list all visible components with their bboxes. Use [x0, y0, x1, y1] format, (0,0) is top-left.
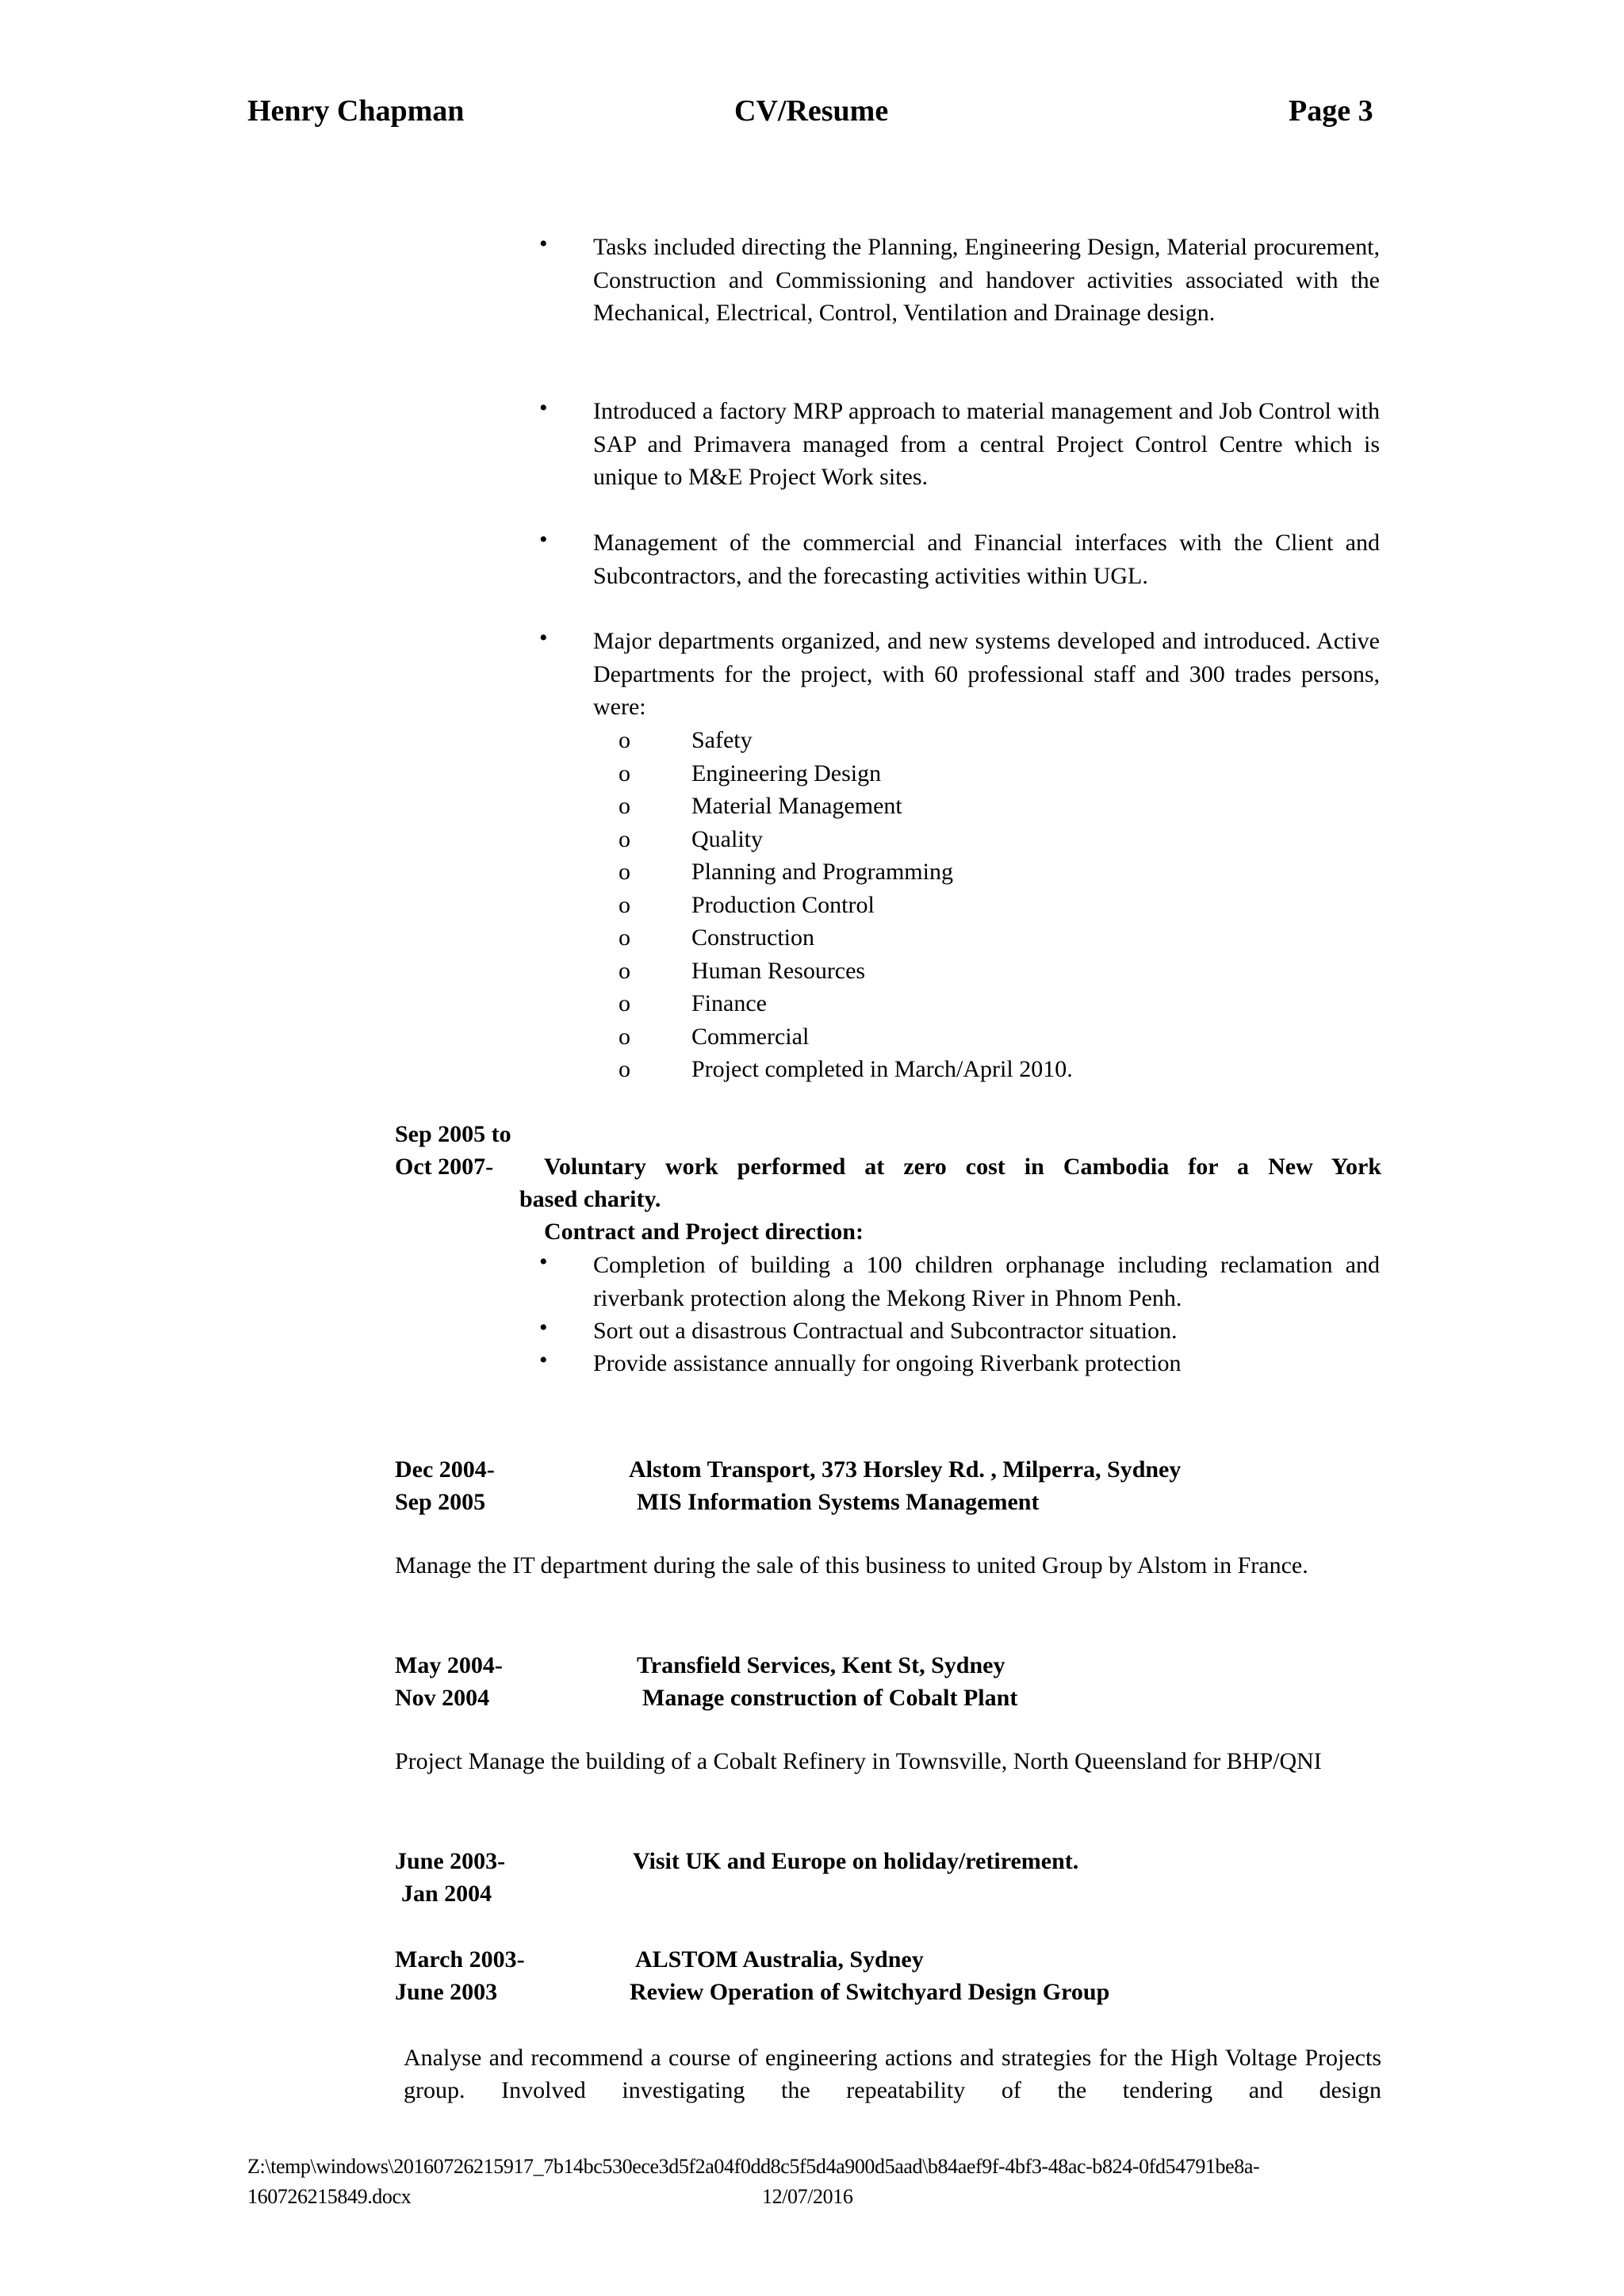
list-marker: o [619, 990, 630, 1016]
list-marker: o [619, 1023, 630, 1050]
list-item-label: Finance [691, 990, 767, 1016]
footer-file-name: 160726215849.docx [247, 2185, 412, 2208]
voluntary-title: Voluntary work performed at zero cost in Cambodia for a New York [544, 1154, 1381, 1180]
list-marker: o [619, 1056, 630, 1082]
bullet-icon: • [539, 1347, 548, 1373]
bullet-item [523, 1347, 1380, 1380]
list-item-label: Construction [691, 924, 814, 951]
bullet-text: Provide assistance annually for ongoing Riverbank protection [593, 1350, 1182, 1376]
bullet-text: Tasks included directing the Planning, Engineering Design, Material procurement, Construction and Commissioning and handover activities associated with the Mechanical, Electrical, Control, Ventilation and Drainage design. [593, 234, 1380, 326]
bullet-icon: • [539, 1314, 548, 1341]
bullet-text: Completion of building a 100 children orphanage including reclamation and riverbank protection along the Mekong River in Phnom Penh. [593, 1252, 1380, 1311]
job-company: Visit UK and Europe on holiday/retirement. [633, 1848, 1079, 1874]
job-company: ALSTOM Australia, Sydney [635, 1946, 924, 1973]
list-marker: o [619, 859, 630, 885]
list-item-label: Project completed in March/April 2010. [691, 1056, 1073, 1082]
bullet-item [523, 1249, 1380, 1314]
bullet-icon: • [539, 1249, 548, 1275]
job-role: Review Operation of Switchyard Design Group [630, 1979, 1110, 2005]
bullet-item [523, 526, 1380, 592]
voluntary-title-cont: based charity. [519, 1186, 661, 1212]
job-description: Project Manage the building of a Cobalt Refinery in Townsville, North Queensland for BHP/QNI [395, 1748, 1322, 1774]
bullet-item [523, 395, 1380, 494]
voluntary-date-end: Oct 2007- [395, 1154, 494, 1180]
job-date-start: June 2003- [395, 1848, 506, 1874]
bullet-text: Major departments organized, and new systems developed and introduced. Active Departments for the project, with 60 professional staff and 300 trades persons, were: [593, 628, 1380, 720]
list-item-label: Human Resources [691, 957, 866, 984]
job-description: Analyse and recommend a course of engineering actions and strategies for the High Voltage Projects group. Involved investigating the repeatability of the tendering and design [404, 2045, 1381, 2103]
job-company: Alstom Transport, 373 Horsley Rd. , Milperra, Sydney [629, 1456, 1182, 1483]
bullet-icon: • [539, 395, 548, 421]
job-role: Manage construction of Cobalt Plant [642, 1685, 1018, 1711]
list-marker: o [619, 825, 630, 852]
header-page-label: Page 3 [1289, 94, 1373, 128]
bullet-item [523, 625, 1380, 724]
job-date-end: Nov 2004 [395, 1685, 490, 1711]
header-name: Henry Chapman [247, 94, 465, 128]
list-item-label: Commercial [691, 1023, 810, 1050]
list-marker: o [619, 727, 630, 753]
bullet-icon: • [539, 526, 548, 553]
job-date-start: March 2003- [395, 1946, 525, 1973]
list-marker: o [619, 924, 630, 951]
bullet-text: Sort out a disastrous Contractual and Subcontractor situation. [593, 1318, 1178, 1344]
job-date-start: Dec 2004- [395, 1456, 495, 1483]
footer-date: 12/07/2016 [762, 2185, 853, 2208]
list-marker: o [619, 891, 630, 918]
list-marker: o [619, 793, 630, 819]
list-marker: o [619, 957, 630, 984]
bullet-icon: • [539, 625, 548, 651]
list-item-label: Engineering Design [691, 760, 882, 786]
job-date-end: Jan 2004 [401, 1881, 492, 1907]
list-item-label: Safety [691, 727, 753, 753]
job-role: MIS Information Systems Management [637, 1489, 1040, 1515]
bullet-icon: • [539, 231, 548, 257]
list-item-label: Quality [691, 825, 763, 852]
voluntary-subtitle: Contract and Project direction: [544, 1219, 864, 1245]
job-company: Transfield Services, Kent St, Sydney [637, 1652, 1005, 1678]
list-item-label: Planning and Programming [691, 859, 953, 885]
bullet-text: Management of the commercial and Financial interfaces with the Client and Subcontractors, and the forecasting activities within UGL. [593, 530, 1380, 589]
header-doc-title: CV/Resume [734, 94, 889, 128]
list-item-label: Production Control [691, 891, 875, 918]
list-item-label: Material Management [691, 793, 902, 819]
job-date-end: June 2003 [395, 1979, 498, 2005]
list-marker: o [619, 760, 630, 786]
job-date-end: Sep 2005 [395, 1489, 486, 1515]
job-date-start: May 2004- [395, 1652, 503, 1678]
footer-file-path: Z:\temp\windows\20160726215917_7b14bc530ece3d5f2a04f0dd8c5f5d4a900d5aad\b84aef9f-4bf3-48ac-b824-0fd54791be8a- [247, 2155, 1260, 2178]
bullet-text: Introduced a factory MRP approach to material management and Job Control with SAP and Primavera managed from a central Project Control Centre which is unique to M&E Project Work sites. [593, 398, 1380, 490]
bullet-item [523, 1314, 1380, 1348]
bullet-item [523, 231, 1380, 330]
job-description: Manage the IT department during the sale of this business to united Group by Alstom in France. [395, 1552, 1308, 1578]
voluntary-date-start: Sep 2005 to [395, 1121, 511, 1147]
